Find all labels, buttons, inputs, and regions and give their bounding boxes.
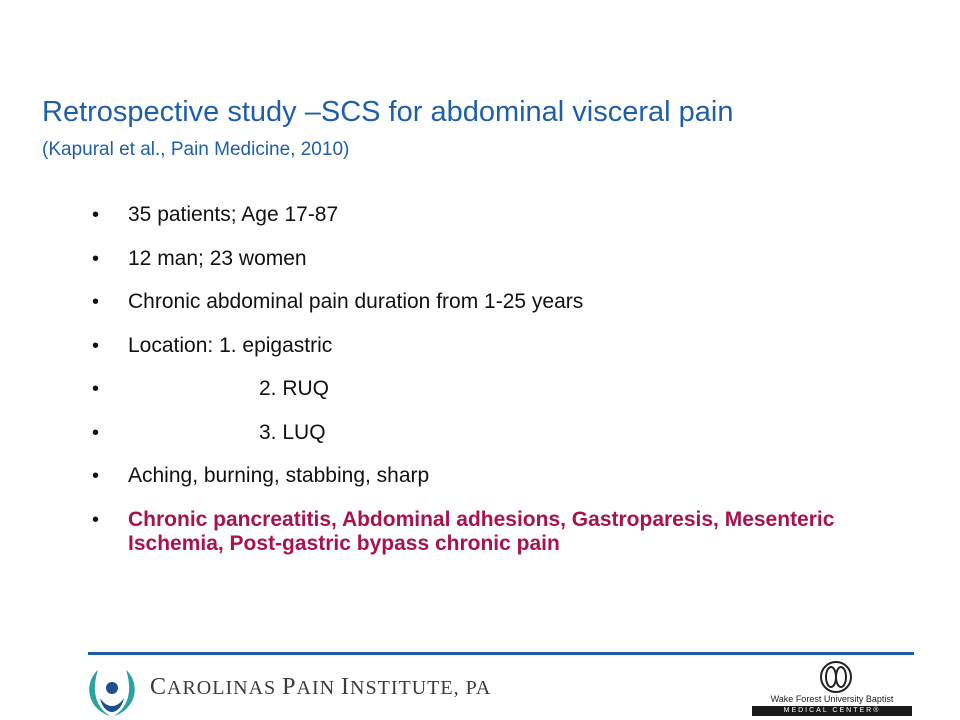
carolinas-pain-institute-logo-icon (84, 664, 140, 720)
bullet-item (92, 334, 882, 378)
wake-forest-seal-icon (818, 660, 854, 694)
bullet-text: Chronic abdominal pain duration from 1-25 years (128, 290, 584, 313)
footer (0, 652, 960, 720)
bullet-text: 35 patients; Age 17-87 (128, 203, 339, 226)
bullet-dot-icon: • (92, 204, 100, 226)
bullet-text: Aching, burning, stabbing, sharp (128, 464, 430, 487)
bullet-dot-icon: • (92, 334, 100, 357)
bullet-dot-icon: • (92, 378, 100, 400)
bullet-item (92, 377, 882, 421)
citation-subtitle: (Kapural et al., Pain Medicine, 2010) (42, 139, 350, 160)
bullet-dot-icon: • (92, 465, 100, 487)
wake-forest-name: Wake Forest University Baptist (770, 694, 894, 704)
bullet-item (92, 421, 882, 465)
bullet-item (92, 464, 882, 508)
bullet-text: 12 man; 23 women (128, 246, 307, 270)
bullet-text: 2. RUQ (259, 377, 330, 400)
bullet-item (92, 203, 882, 247)
bullet-dot-icon: • (92, 508, 100, 531)
bullet-text-highlight: Chronic pancreatitis, Abdominal adhesions, Gastroparesis, Mesenteric Ischemia, Post-gastric bypass chronic pain (128, 507, 835, 555)
bullet-list (92, 203, 882, 556)
bullet-dot-icon: • (92, 247, 100, 270)
bullet-item (92, 290, 882, 334)
bullet-dot-icon: • (92, 421, 100, 444)
bullet-item-highlight (92, 508, 882, 556)
bullet-text: Location: 1. epigastric (128, 333, 333, 357)
bullet-text: 3. LUQ (259, 420, 326, 444)
bullet-item (92, 247, 882, 291)
slide-title: Retrospective study –SCS for abdominal visceral pain (42, 96, 734, 128)
carolinas-pain-institute-wordmark: CAROLINAS PAIN INSTITUTE, PA (150, 674, 492, 700)
bullet-dot-icon: • (92, 291, 100, 313)
wake-forest-medical-center-bar: MEDICAL CENTER® (752, 706, 912, 716)
footer-divider (88, 652, 914, 655)
